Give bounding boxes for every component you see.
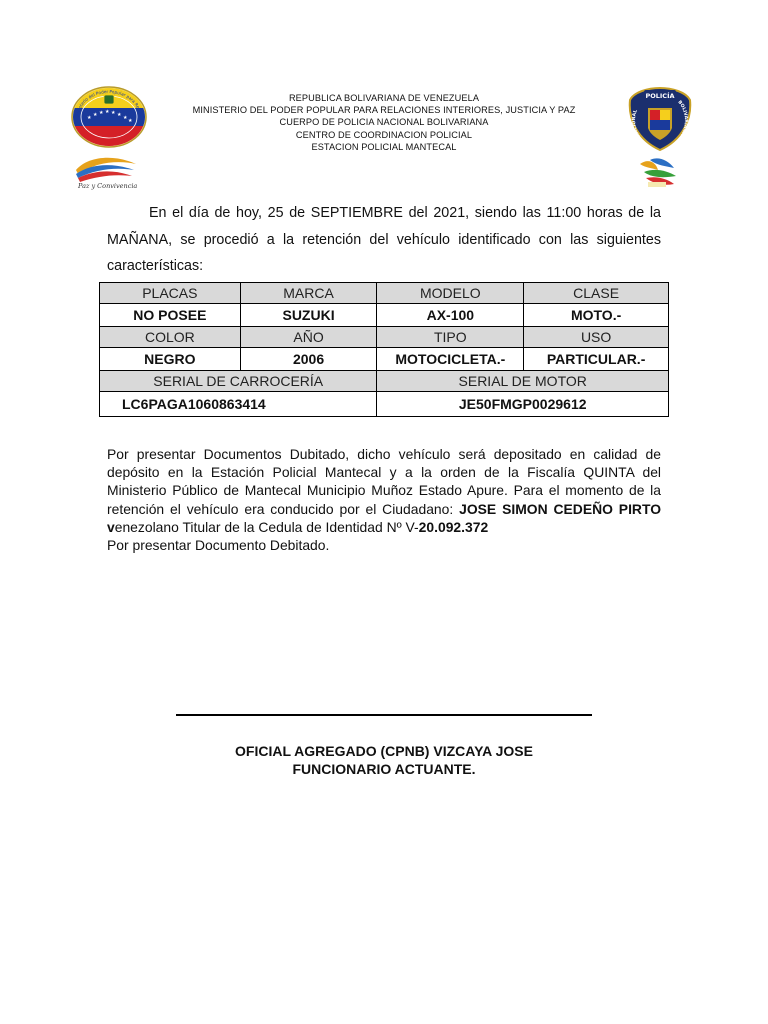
paz-y-convivencia-logo (70, 152, 142, 192)
svg-text:★: ★ (111, 110, 116, 116)
body-text-part2: enezolano Titular de la Cedula de Identidad Nº V- (114, 518, 419, 535)
id-number: 20.092.372 (418, 518, 489, 535)
header-line-country: REPUBLICA BOLIVARIANA DE VENEZUELA (288, 93, 480, 103)
value-ano: 2006 (240, 348, 377, 371)
value-uso: PARTICULAR.- (524, 348, 669, 371)
signature-line (176, 714, 592, 716)
header-marca: MARCA (240, 283, 377, 304)
svg-text:★: ★ (128, 118, 133, 124)
value-clase: MOTO.- (524, 304, 669, 327)
value-placas: NO POSEE (100, 304, 241, 327)
value-marca: SUZUKI (240, 304, 377, 327)
police-badge-logo (628, 86, 692, 152)
value-serial-carroceria: LC6PAGA1060863414 (100, 392, 377, 417)
header-line-station: ESTACION POLICIAL MANTECAL (311, 141, 457, 152)
community-logo (636, 156, 678, 190)
document-header (170, 92, 598, 153)
intro-paragraph (107, 200, 661, 280)
vehicle-table (99, 282, 669, 417)
svg-text:★: ★ (123, 115, 128, 121)
value-color: NEGRO (100, 348, 241, 371)
header-clase: CLASE (524, 283, 669, 304)
svg-text:★: ★ (105, 109, 110, 115)
signature-block (184, 742, 584, 778)
value-serial-motor: JE50FMGP0029612 (377, 392, 669, 417)
table-header-row (100, 371, 669, 392)
svg-text:★: ★ (117, 112, 122, 118)
header-color: COLOR (100, 327, 241, 348)
police-badge-top-text: POLICÍA (645, 92, 675, 100)
header-serial-motor: SERIAL DE MOTOR (377, 371, 669, 392)
body-paragraph (107, 445, 661, 554)
header-line-coordination-center: CENTRO DE COORDINACION POLICIAL (295, 129, 473, 140)
paz-text: Paz y Convivencia (78, 182, 138, 190)
signature-role: FUNCIONARIO ACTUANTE. (292, 761, 476, 777)
intro-text: En el día de hoy, 25 de SEPTIEMBRE del 2021, siendo las 11:00 horas de la MAÑANA, se procedió a la retención del vehículo identificado con las siguientes características: (107, 205, 661, 275)
table-row (100, 392, 669, 417)
header-line-police-corps: CUERPO DE POLICIA NACIONAL BOLIVARIANA (279, 117, 489, 128)
signature-officer: OFICIAL AGREGADO (CPNB) VIZCAYA JOSE (235, 743, 533, 759)
table-row (100, 304, 669, 327)
citizen-name: JOSE SIMON CEDEÑO PIRTO v (107, 500, 661, 535)
svg-text:★: ★ (99, 110, 104, 116)
body-text-part3: Por presentar Documento Debitado. (107, 537, 330, 554)
header-placas: PLACAS (100, 283, 241, 304)
value-tipo: MOTOCICLETA.- (377, 348, 524, 371)
header-uso: USO (524, 327, 669, 348)
svg-text:★: ★ (93, 112, 98, 118)
ministry-seal-logo (70, 86, 148, 148)
police-badge-right-text: BOLIVARIANA (676, 100, 688, 137)
police-badge-left-text: NACIONAL (632, 109, 642, 138)
value-modelo: AX-100 (377, 304, 524, 327)
body-text-part1: Por presentar Documentos Dubitado, dicho vehículo será depositado en calidad de depósito en la Estación Policial Mantecal y a la orden de la Fiscalía QUINTA del Ministerio Público de Mantecal Municipio Muñoz Estado Apure. Para el momento de la retención el vehículo era conducido por el Ciudadano: (107, 446, 661, 517)
header-serial-carroceria: SERIAL DE CARROCERÍA (100, 371, 377, 392)
header-line-ministry: MINISTERIO DEL PODER POPULAR PARA RELACIONES INTERIORES, JUSTICIA Y PAZ (192, 105, 576, 116)
table-header-row (100, 283, 669, 304)
table-header-row (100, 327, 669, 348)
svg-text:★: ★ (87, 115, 92, 121)
ministry-ring-text: Ministerio del Poder Popular para Relacio (74, 88, 144, 119)
table-row (100, 348, 669, 371)
header-ano: AÑO (240, 327, 377, 348)
header-tipo: TIPO (377, 327, 524, 348)
header-modelo: MODELO (377, 283, 524, 304)
